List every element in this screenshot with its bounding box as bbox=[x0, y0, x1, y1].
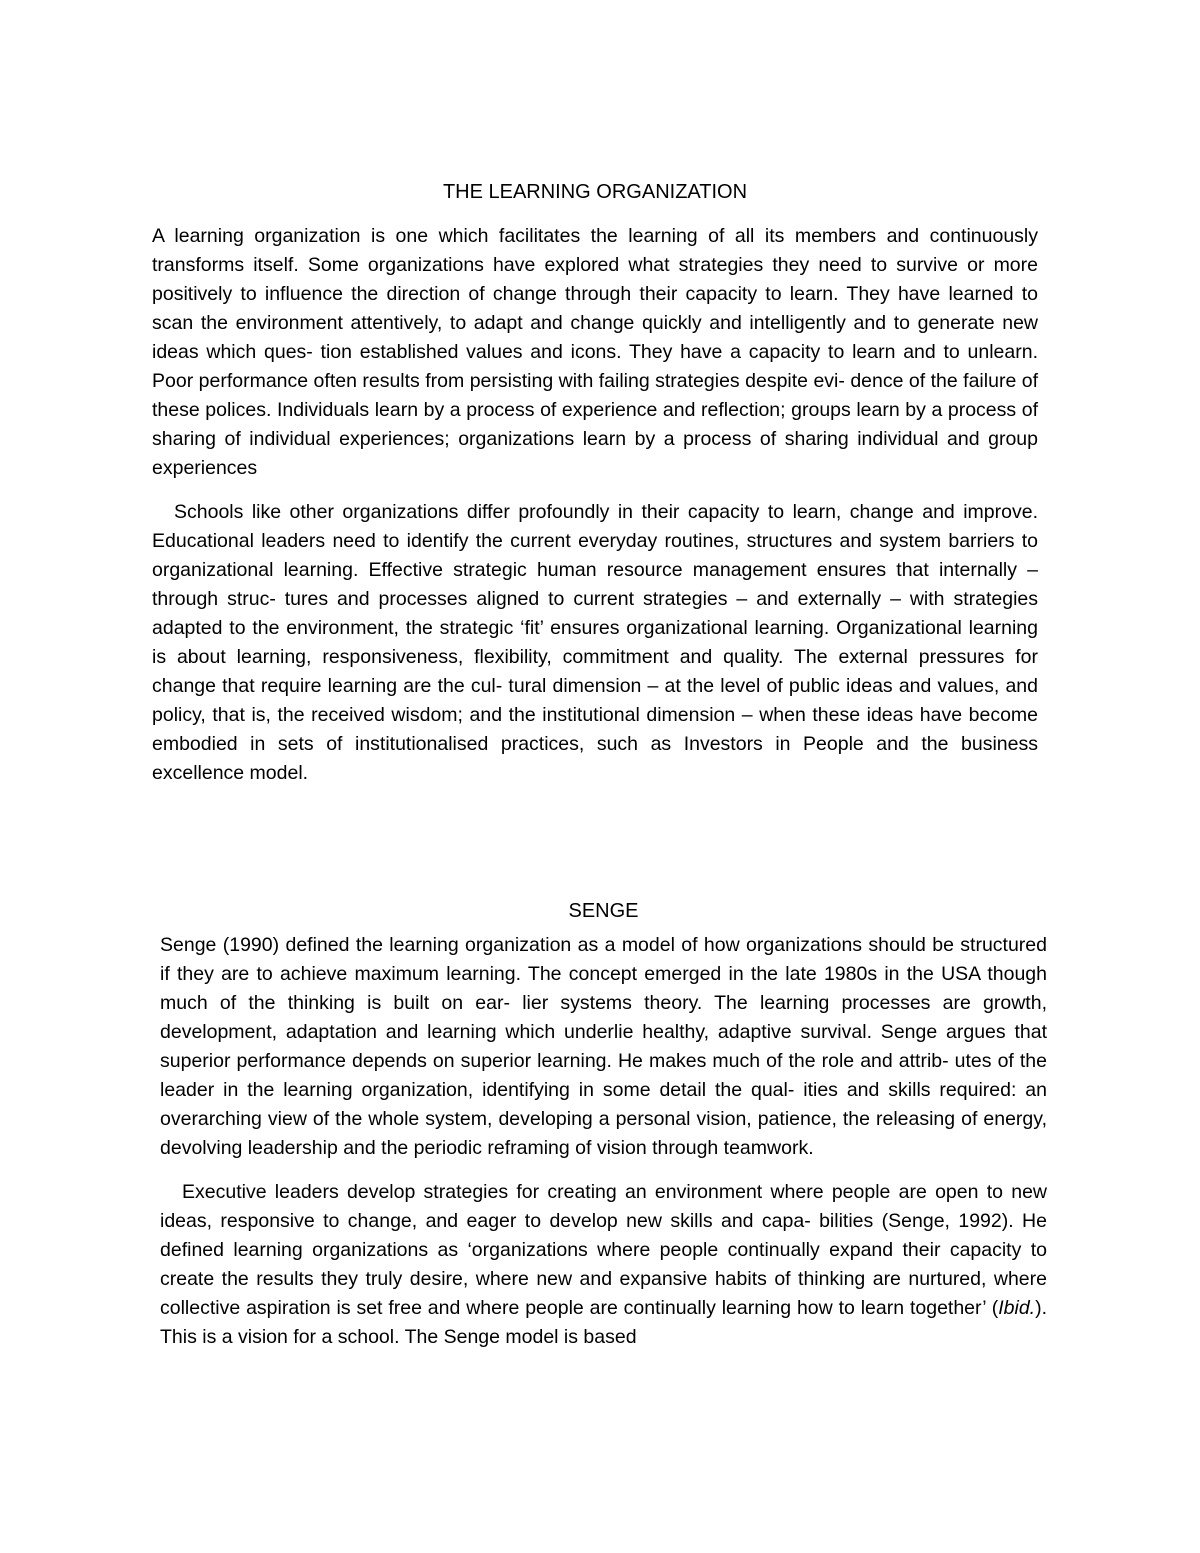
paragraph bbox=[160, 1178, 1047, 1352]
paragraph-text: ). This is a vision for a school. The Senge model is based bbox=[160, 1297, 1047, 1348]
section-heading: SENGE bbox=[568, 900, 639, 922]
section-senge bbox=[160, 897, 1047, 1352]
section-learning-organization bbox=[152, 178, 1038, 788]
section-heading: THE LEARNING ORGANIZATION bbox=[442, 181, 748, 203]
paragraph: Schools like other organizations differ profoundly in their capacity to learn, change and improve. Educational leaders need to identify the current everyday routines, structures and system barriers to organizational learning. Effective strategic human resource management ensures that internally – through struc- tures and processes aligned to current strategies – and externally – with strategies adapted to the environment, the strategic ‘fit’ ensures organizational learning. Organizational learning is about learning, responsiveness, flexibility, commitment and quality. The external pressures for change that require learning are the cul- tural dimension – at the level of public ideas and values, and policy, that is, the received wisdom; and the institutional dimension – when these ideas have become embodied in sets of institutionalised practices, such as Investors in People and the business excellence model. bbox=[152, 501, 1038, 784]
paragraph: A learning organization is one which facilitates the learning of all its members and continuously transforms itself. Some organizations have explored what strategies they need to survive or more positively to influence the direction of change through their capacity to learn. They have learned to scan the environment attentively, to adapt and change quickly and intelligently and to generate new ideas which ques- tion established values and icons. They have a capacity to learn and to unlearn. Poor performance often results from persisting with failing strategies despite evi- dence of the failure of these polices. Individuals learn by a process of experience and reflection; groups learn by a process of sharing of individual experiences; organizations learn by a process of sharing individual and group experiences bbox=[152, 225, 1038, 479]
paragraph: Senge (1990) defined the learning organization as a model of how organizations should be structured if they are to achieve maximum learning. The concept emerged in the late 1980s in the USA though much of the thinking is built on ear- lier systems theory. The learning processes are growth, development, adaptation and learning which underlie healthy, adaptive survival. Senge argues that superior performance depends on superior learning. He makes much of the role and attrib- utes of the leader in the learning organization, identifying in some detail the qual- ities and skills required: an overarching view of the whole system, developing a personal vision, patience, the releasing of energy, devolving leadership and the periodic reframing of vision through teamwork. bbox=[160, 934, 1047, 1159]
italic-citation: Ibid. bbox=[998, 1297, 1036, 1319]
paragraph-text: Executive leaders develop strategies for creating an environment where people are open to new ideas, responsive to change, and eager to develop new skills and capa- bilities (Senge, 1992). He defined learning organizations as ‘organizations where people continually expand their capacity to create the results they truly desire, where new and expansive habits of thinking are nurtured, where collective aspiration is set free and where people are continually learning how to learn together’ ( bbox=[160, 1181, 1047, 1319]
